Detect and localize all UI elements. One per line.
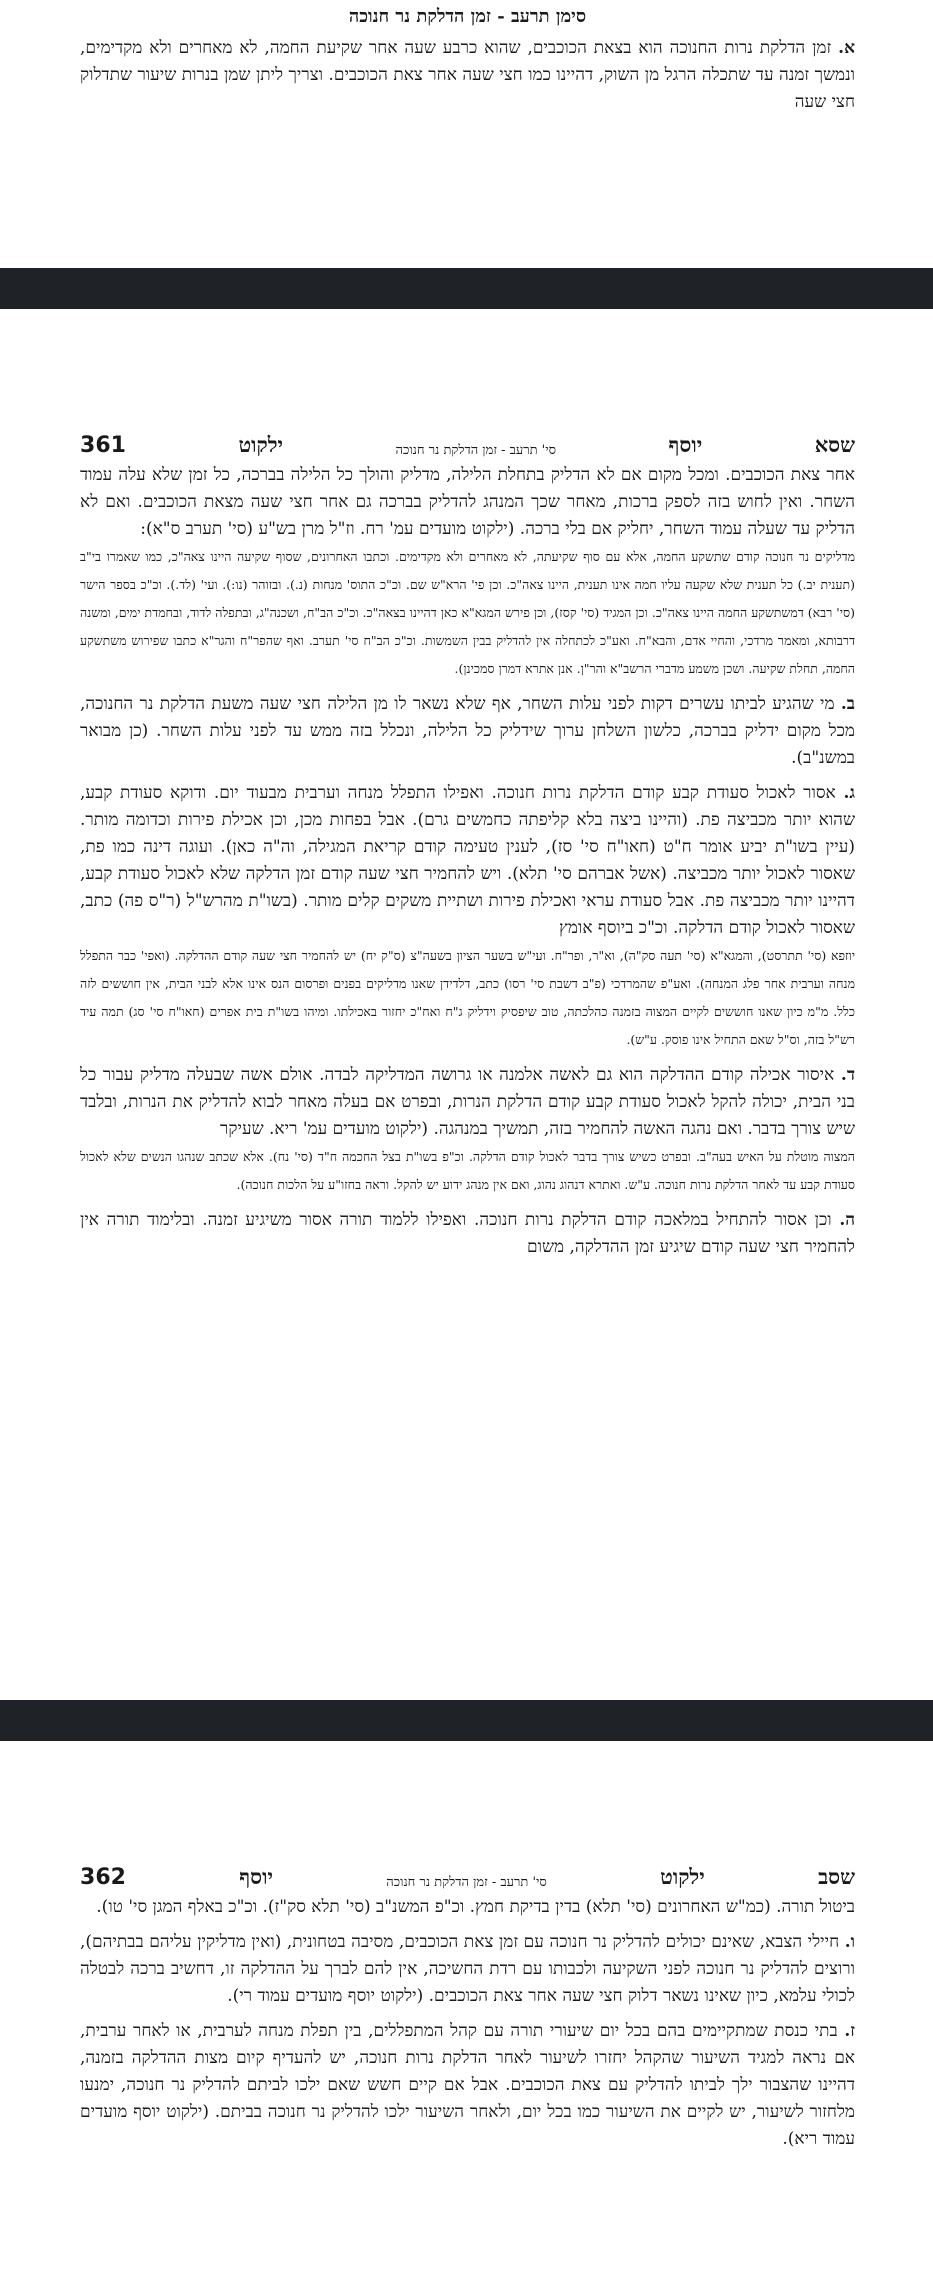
page-header	[80, 1864, 855, 1890]
paragraph-text: איסור אכילה קודם ההדלקה הוא גם לאשה אלמנה או גרושה המדליקה לבדה. אולם אשה שבעלה מדליק עבור כל בני הבית, יכולה להקל לאכול סעודת קבע קודם הדלקת הנרות, ובפרט אם בעלה מאחר לבוא להדליק את הנרות, ובלבד שיש צורך בדבר. ואם נהגה האשה להחמיר בזה, תמשיך במנהגה. (ילקוט מועדים עמ' ריא. שעיקר	[80, 1065, 855, 1139]
paragraph-text: מי שהגיע לביתו עשרים דקות לפני עלות השחר, אף שלא נשאר לו מן הלילה חצי שעה משעת הדלקת נר החנוכה, מכל מקום ידליק בברכה, כלשון השלחן ערוך שידליק כל הלילה, ונכלל בזה ממש עד לפני עלות השחר. (כן מבואר במשנ"ב).	[80, 694, 855, 768]
page-header	[80, 432, 855, 458]
running-title: סי' תרעב - זמן הדלקת נר חנוכה	[386, 1875, 547, 1890]
page-1	[0, 0, 933, 268]
footnote-text: יוזפא (סי' תתרסט), והמגא"א (סי' תעה סק"ה), וא"ר, ופר"ח. ועי"ש בשער הציון בשעה"צ (ס"ק יח) יש להחמיר חצי שעה קודם ההדלקה. (ואפי' כבר התפלל מנחה וערבית אחר פלג המנחה). ואע"פ שהמרדכי (פ"ב דשבת סי' רסו) כתב, דלדידן שאנו מדליקים בפנים ופרסום הנס אינו אלא לבני הבית, אין חוששים לזה כלל. מ"מ כיון שאנו חוששים לקיים המצוה בזמנה כהלכתה, טוב שיפסיק וידליק ג"ח ואח"כ יחזור באכילתו. ומיהו בשו"ת בית אפרים (חאו"ח סי' סג) תמה עיד רש"ל בזה, וס"ל שאם התחיל אינו פוסק. ע"ש).	[80, 948, 855, 1047]
paragraph-text: אסור לאכול סעודת קבע קודם הדלקת נרות חנוכה. ואפילו התפלל מנחה וערבית מבעוד יום. ודוקא סעודת קבע, שהוא יותר מכביצה פת. (והיינו ביצה בלא קליפתה כחמשים גרם). אבל בפחות מכן, וכן אכילת פירות וכדומה מותר. (עיין בשו"ת יביע אומר ח"ט (חאו"ח סי' סז), לענין טעימה קודם קריאת המגילה, וה"ה כאן). ועוגה דינה כמו פת, שאסור לאכול יותר מכביצה. (אשל אברהם סי' תלא). ויש להחמיר חצי שעה קודם זמן הדלקה שלא לאכול סעודת קבע, דהיינו יותר מכביצה פת. אבל סעודת עראי ואכילת פירות ושתיית משקים קלים מותר. (בשו"ת מהרש"ל (ר"ס פה) כתב, שאסור לאכול קודם הדלקה. וכ"כ ביוסף אומץ	[80, 783, 855, 938]
page-separator	[0, 1700, 933, 1741]
paragraph-zayin	[80, 2018, 855, 2153]
paragraph-aleph	[80, 35, 855, 116]
header-word: יוסף	[239, 1864, 273, 1889]
page-number: 362	[80, 1865, 126, 1890]
paragraph-bet	[80, 691, 855, 772]
continued-text: ביטול תורה. (כמ"ש האחרונים (סי' תלא) בדין בדיקת חמץ. וכ"פ המשנ"ב (סי' תלא סק"ז). וכ"כ באלף המגן סי' טו).	[96, 1897, 855, 1917]
header-word: ילקוט	[660, 1864, 705, 1889]
paragraph-letter: א.	[838, 38, 856, 58]
paragraph-letter: ז.	[844, 2021, 856, 2041]
page-number: 361	[80, 433, 126, 458]
page-separator	[0, 268, 933, 309]
paragraph-vav	[80, 1929, 855, 2010]
footnote-text: המצוה מוטלת על האיש בעה"ב. ובפרט כשיש צורך בדבר לאכול קודם הדלקה. וכ"פ בשו"ת בצל החכמה ח"ד (סי' נח). אלא שכתב שנהגו הנשים שלא לאכול סעודת קבע עד לאחר הדלקת נרות חנוכה. ע"ש. ואתרא דנהוג נהוג, ואם אין מנהג ידוע יש להקל. וראה בחזו"ע על הלכות חנוכה).	[80, 1149, 855, 1192]
header-word: ילקוט	[238, 432, 284, 457]
paragraph-text: וכן אסור להתחיל במלאכה קודם הדלקת נרות חנוכה. ואפילו ללמוד תורה אסור משיגיע זמנה. ובלימוד תורה אין להחמיר חצי שעה קודם שיגיע זמן ההדלקה, משום	[80, 1210, 855, 1257]
paragraph-letter: ה.	[839, 1210, 856, 1230]
paragraph-gimel	[80, 780, 855, 942]
continued-text: אחר צאת הכוכבים. ומכל מקום אם לא הדליק בתחלת הלילה, מדליק והולך כל הלילה בברכה, כל זמן שלא עלה עמוד השחר. ואין לחוש בזה לספק ברכות, מאחר שכך המנהג להדליק בברכה גם אחר חצי שעה מצאת הכוכבים. ואם לא הדליק עד שעלה עמוד השחר, יחליק אם בלי ברכה. (ילקוט מועדים עמ' רח. וז"ל מרן בש"ע (סי' תערב ס"א):	[80, 465, 855, 539]
page-2	[0, 309, 933, 1700]
paragraph-letter: ד.	[840, 1065, 856, 1085]
paragraph-he	[80, 1207, 855, 1261]
footnote-text: מדליקים נר חנוכה קודם שתשקע החמה, אלא עם סוף שקיעתה, לא מאחרים ולא מקדימים. וכתבו האחרונים, שסוף שקיעה היינו צאה"כ, כמו שאמרו בי"ב (תענית יב.) כל תענית שלא שקעה עליו חמה אינו תענית, היינו צאה"כ. וכן פי' הרא"ש שם. וכ"כ התוס' מנחות (נ.). ובזוהר (נו:). ועי' (לד.). וכ"כ בספר הישר (סי' רבא) דמשתשקע החמה היינו צאה"כ. וכן המגיד (סי' קסז), וכן פירש המגא"א כאן דהיינו בצאה"כ. וכ"כ הב"ח, ושכנה"ג, ובתפלה לדוד, ובחמדת ימים, ומשנה דרבותא, ומאמר מרדכי, והחיי אדם, והבא"ח. ואע"כ לכתחלה אין להדליק בבין השמשות. וכ"כ הב"ח סי' תערב. ואף שהפר"ח והגר"א כתבו שפירוש משתשקע החמה, תחלת שקיעה. ושכן משמע מדברי הרשב"א והר"ן. אנן אתרא דמרן סמכינן).	[80, 549, 855, 676]
page-number-hebrew: שסא	[814, 432, 855, 457]
paragraph-text: זמן הדלקת נרות החנוכה הוא בצאת הכוכבים, שהוא כרבע שעה אחר שקיעת החמה, לא מאחרים ולא מקדימים, ונמשך זמנה עד שתכלה הרגל מן השוק, דהיינו כמו חצי שעה אחר צאת הכוכבים. וצריך ליתן שמן בנרות שיעור שתדלוק חצי שעה	[80, 38, 855, 112]
paragraph-dalet	[80, 1062, 855, 1143]
siman-title: סימן תרעב - זמן הדלקת נר חנוכה	[348, 6, 587, 27]
paragraph-letter: ג.	[843, 783, 855, 803]
paragraph-letter: ב.	[840, 694, 856, 714]
page-number-hebrew: שסב	[818, 1864, 855, 1889]
running-title: סי' תרעב - זמן הדלקת נר חנוכה	[395, 443, 557, 458]
paragraph-text: חיילי הצבא, שאינם יכולים להדליק נר חנוכה עם זמן צאת הכוכבים, מסיבה בטחונית, (ואין מדליקין עליהם בבתיהם), ורוצים להדליק נר חנוכה לפני השקיעה ולכבותו עם רדת החשיכה, אין להם לברך על ההדלקה זו, דחשיב ברכה לבטלה לכולי עלמא, כיון שאינו נשאר דלוק חצי שעה אחר צאת הכוכבים. (ילקוט יוסף מועדים עמוד רי).	[80, 1932, 855, 2006]
header-word: יוסף	[668, 432, 703, 457]
paragraph-text: בתי כנסת שמתקיימים בהם בכל יום שיעורי תורה עם קהל המתפללים, בין תפלת מנחה לערבית, או לאחר ערבית, אם נראה למגיד השיעור שהקהל יחזרו לשיעור לאחר הדלקת נרות חנוכה, יש להעדיף קיום מצות ההדלקה בזמנה, דהיינו שהצבור ילך לביתו להדליק עם צאת הכוכבים. אבל אם קיים חשש שאם ילכו לביתם להדליק נר חנוכה, ימנעו מלחזור לשיעור, יש לקיים את השיעור כמו בכל יום, ולאחר השיעור ילכו להדליק נר חנוכה בביתם. (ילקוט יוסף מועדים עמוד ריא).	[80, 2021, 855, 2149]
page-3	[0, 1741, 933, 2278]
paragraph-letter: ו.	[844, 1932, 856, 1952]
